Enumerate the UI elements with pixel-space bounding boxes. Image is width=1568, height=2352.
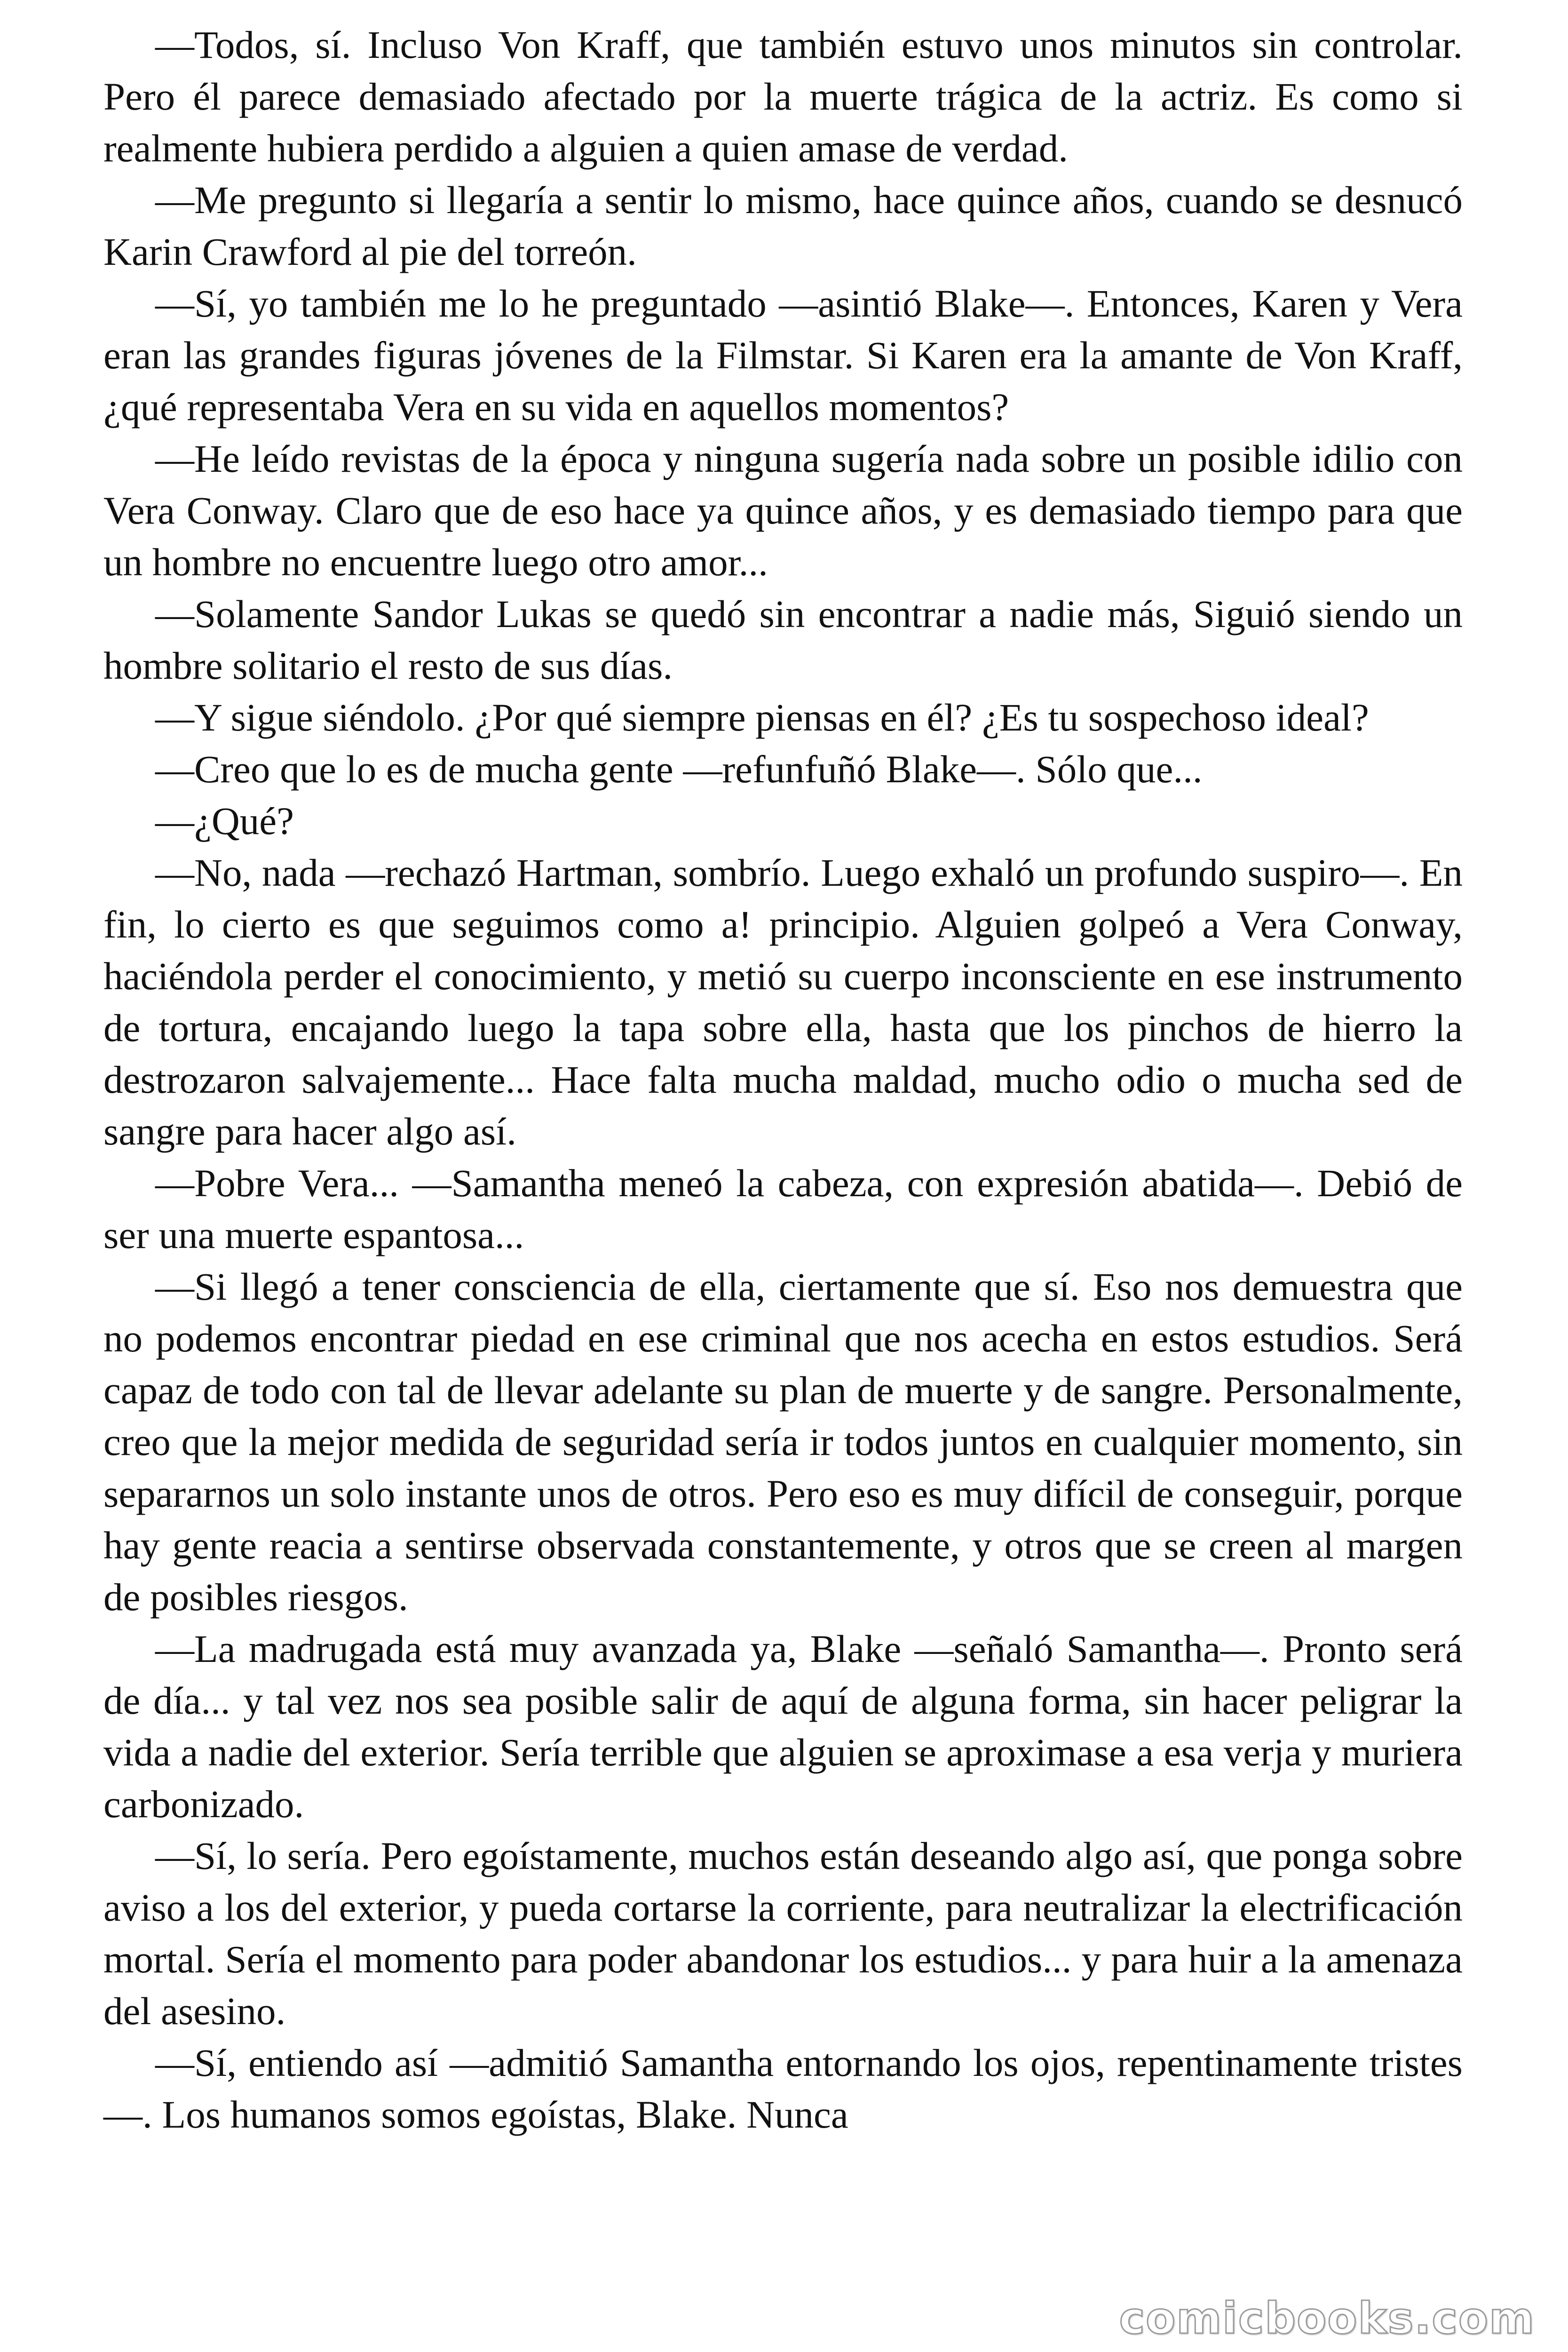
paragraph-14: —Sí, entiendo así —admitió Samantha entornando los ojos, repentinamente tristes—. Los humanos somos egoístas, Blake. Nunca bbox=[103, 2041, 1463, 2136]
paragraph-11: —Si llegó a tener consciencia de ella, ciertamente que sí. Eso nos demuestra que no podemos encontrar piedad en ese criminal que nos acecha en estos estudios. Será capaz de todo con tal de llevar adelante su plan de muerte y de sangre. Personalmente, creo que la mejor medida de seguridad sería ir todos juntos en cualquier momento, sin separarnos un solo instante unos de otros. Pero eso es muy difícil de conseguir, porque hay gente reacia a sentirse observada constantemente, y otros que se creen al margen de posibles riesgos. bbox=[103, 1265, 1463, 1619]
paragraph-4: —He leído revistas de la época y ninguna sugería nada sobre un posible idilio con Vera Conway. Claro que de eso hace ya quince años, y es demasiado tiempo para que un hombre no encuentre luego otro amor... bbox=[103, 437, 1463, 584]
paragraph-7: —Creo que lo es de mucha gente —refunfuñó Blake—. Sólo que... bbox=[155, 747, 1203, 791]
paragraph-5: —Solamente Sandor Lukas se quedó sin encontrar a nadie más, Siguió siendo un hombre solitario el resto de sus días. bbox=[103, 592, 1463, 687]
paragraph-10: —Pobre Vera... —Samantha meneó la cabeza, con expresión abatida—. Debió de ser una muerte espantosa... bbox=[103, 1161, 1463, 1256]
paragraph-6: —Y sigue siéndolo. ¿Por qué siempre piensas en él? ¿Es tu sospechoso ideal? bbox=[155, 696, 1369, 739]
paragraph-8: —¿Qué? bbox=[155, 799, 294, 842]
paragraph-12: —La madrugada está muy avanzada ya, Blake —señaló Samantha—. Pronto será de día... y tal vez nos sea posible salir de aquí de alguna forma, sin hacer peligrar la vida a nadie del exterior. Sería terrible que alguien se aproximase a esa verja y muriera carbonizado. bbox=[103, 1627, 1463, 1826]
paragraph-13: —Sí, lo sería. Pero egoístamente, muchos están deseando algo así, que ponga sobre aviso a los del exterior, y pueda cortarse la corriente, para neutralizar la electrificación mortal. Sería el momento para poder abandonar los estudios... y para huir a la amenaza del asesino. bbox=[103, 1834, 1463, 2033]
paragraph-9: —No, nada —rechazó Hartman, sombrío. Luego exhaló un profundo suspiro—. En fin, lo cierto es que seguimos como a! principio. Alguien golpeó a Vera Conway, haciéndola perder el conocimiento, y metió su cuerpo inconsciente en ese instrumento de tortura, encajando luego la tapa sobre ella, hasta que los pinchos de hierro la destrozaron salvajemente... Hace falta mucha maldad, mucho odio o mucha sed de sangre para hacer algo así. bbox=[103, 851, 1463, 1153]
page-text bbox=[103, 19, 1463, 2140]
paragraph-2: —Me pregunto si llegaría a sentir lo mismo, hace quince años, cuando se desnucó Karin Crawford al pie del torreón. bbox=[103, 178, 1463, 273]
paragraph-1: —Todos, sí. Incluso Von Kraff, que también estuvo unos minutos sin controlar. Pero él parece demasiado afectado por la muerte trágica de la actriz. Es como si realmente hubiera perdido a alguien a quien amase de verdad. bbox=[103, 23, 1463, 170]
paragraph-3: —Sí, yo también me lo he preguntado —asintió Blake—. Entonces, Karen y Vera eran las grandes figuras jóvenes de la Filmstar. Si Karen era la amante de Von Kraff, ¿qué representaba Vera en su vida en aquellos momentos? bbox=[103, 282, 1463, 429]
watermark: comicbooks.com bbox=[1119, 2293, 1535, 2344]
